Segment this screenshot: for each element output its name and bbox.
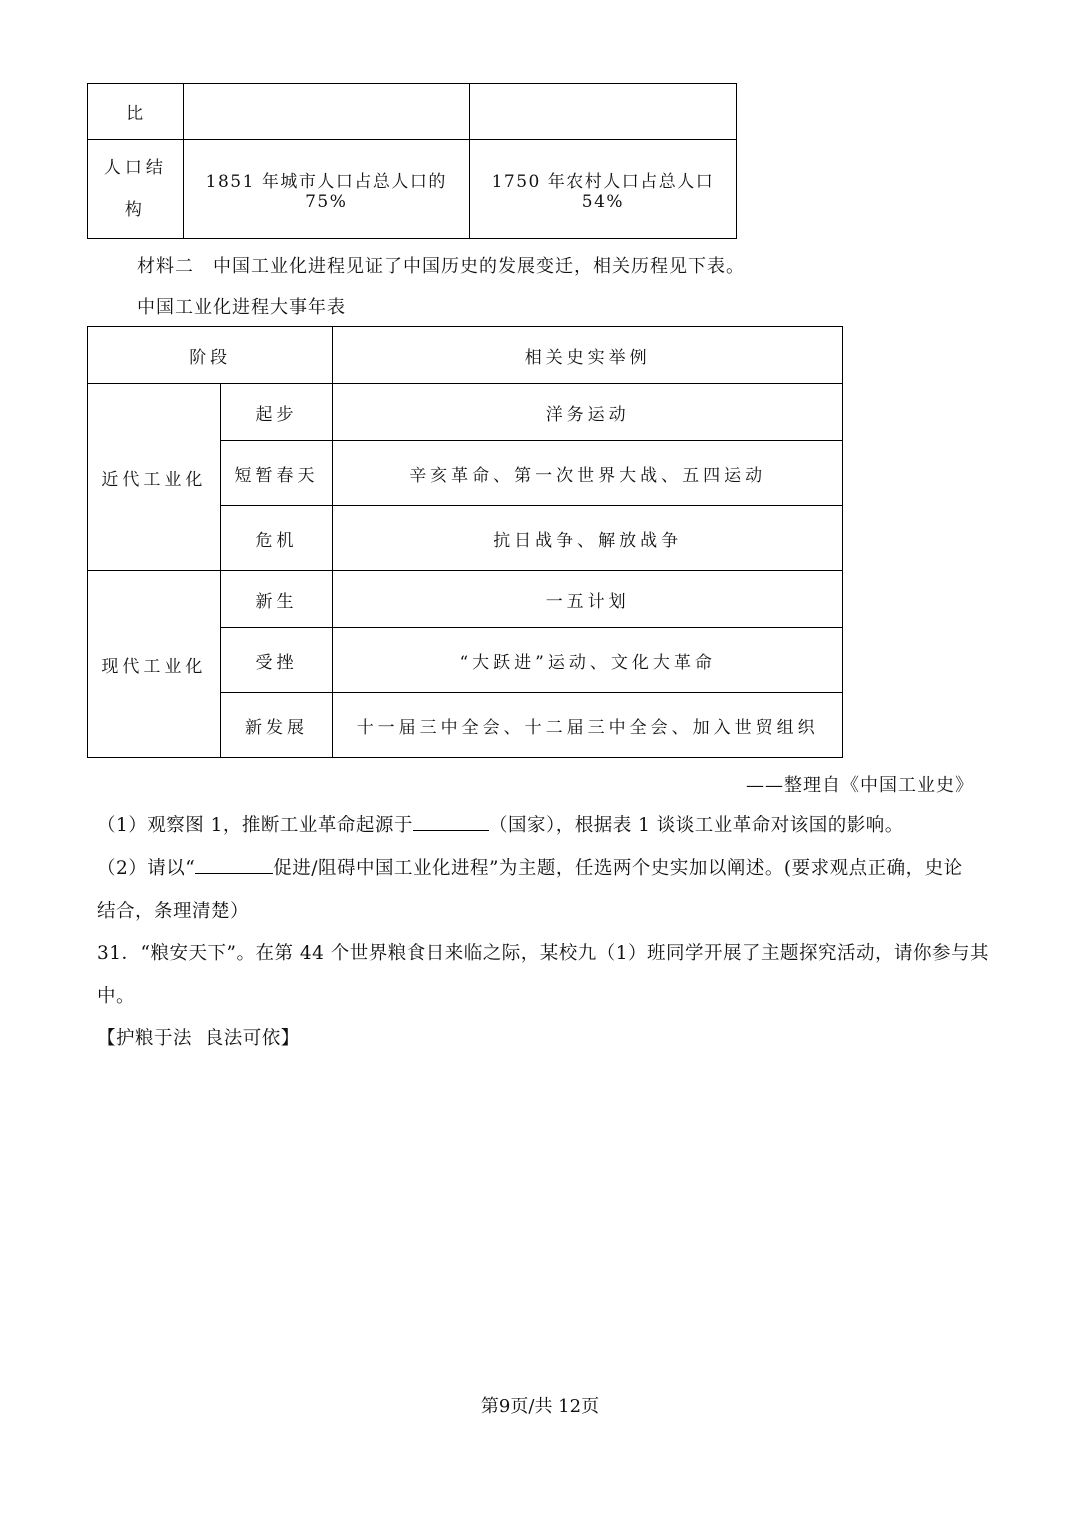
phase-cell: 危机 bbox=[220, 506, 333, 571]
table1-row2-label-line2: 构 bbox=[124, 200, 146, 220]
question-31-line-1: 31．“粮安天下”。在第 44 个世界粮食日来临之际，某校九（1）班同学开展了主题探究活动，请你参与其 bbox=[97, 943, 990, 964]
example-cell: 洋务运动 bbox=[333, 384, 843, 441]
table-1-continued bbox=[87, 83, 737, 239]
question-2-line-2: 结合，条理清楚） bbox=[97, 901, 250, 922]
table1-row1-label: 比 bbox=[88, 84, 184, 140]
phase-cell: 起步 bbox=[220, 384, 333, 441]
answer-blank-2 bbox=[195, 855, 273, 874]
table-row bbox=[88, 140, 737, 239]
material-2-text: 材料二 中国工业化进程见证了中国历史的发展变迁，相关历程见下表。 bbox=[137, 256, 745, 277]
question-31-line-2: 中。 bbox=[97, 986, 136, 1007]
question-1 bbox=[97, 812, 904, 840]
table1-row2-label-line1: 人口结 bbox=[103, 158, 167, 178]
phase-cell: 受挫 bbox=[220, 628, 333, 693]
phase-cell: 新生 bbox=[220, 571, 333, 628]
table1-row1-cell3 bbox=[469, 84, 736, 140]
example-cell: 抗日战争、解放战争 bbox=[333, 506, 843, 571]
table1-row2-cell3: 1750 年农村人口占总人口 54% bbox=[469, 140, 736, 239]
table1-row1-cell2 bbox=[183, 84, 469, 140]
table-row bbox=[88, 384, 843, 441]
question-1-text-a: （1）观察图 1，推断工业革命起源于 bbox=[97, 815, 413, 836]
industrialization-timeline-table bbox=[87, 326, 843, 758]
table-2-caption: 中国工业化进程大事年表 bbox=[137, 297, 346, 318]
example-cell: 辛亥革命、第一次世界大战、五四运动 bbox=[333, 441, 843, 506]
table1-row2-cell2: 1851 年城市人口占总人口的 75% bbox=[183, 140, 469, 239]
header-stage: 阶段 bbox=[88, 327, 333, 384]
example-cell: “大跃进”运动、文化大革命 bbox=[333, 628, 843, 693]
section-title: 【护粮于法 良法可依】 bbox=[97, 1028, 300, 1049]
page-number: 第9页/共 12页 bbox=[480, 1396, 600, 1417]
table-source: ——整理自《中国工业史》 bbox=[746, 775, 974, 796]
example-cell: 一五计划 bbox=[333, 571, 843, 628]
answer-blank-1 bbox=[413, 812, 489, 831]
question-1-text-b: （国家），根据表 1 谈谈工业革命对该国的影响。 bbox=[488, 815, 904, 836]
question-2-text-b: 促进/阻碍中国工业化进程”为主题，任选两个史实加以阐述。(要求观点正确，史论 bbox=[273, 858, 963, 879]
header-examples: 相关史实举例 bbox=[333, 327, 843, 384]
table1-row2-label bbox=[88, 140, 184, 239]
table-header-row bbox=[88, 327, 843, 384]
table-row bbox=[88, 84, 737, 140]
phase-cell: 短暂春天 bbox=[220, 441, 333, 506]
example-cell: 十一届三中全会、十二届三中全会、加入世贸组织 bbox=[333, 693, 843, 758]
group-name-contemporary: 现代工业化 bbox=[88, 571, 221, 758]
group-name-modern-early: 近代工业化 bbox=[88, 384, 221, 571]
question-2 bbox=[97, 855, 963, 883]
table-row bbox=[88, 571, 843, 628]
question-2-text-a: （2）请以“ bbox=[97, 858, 196, 879]
phase-cell: 新发展 bbox=[220, 693, 333, 758]
